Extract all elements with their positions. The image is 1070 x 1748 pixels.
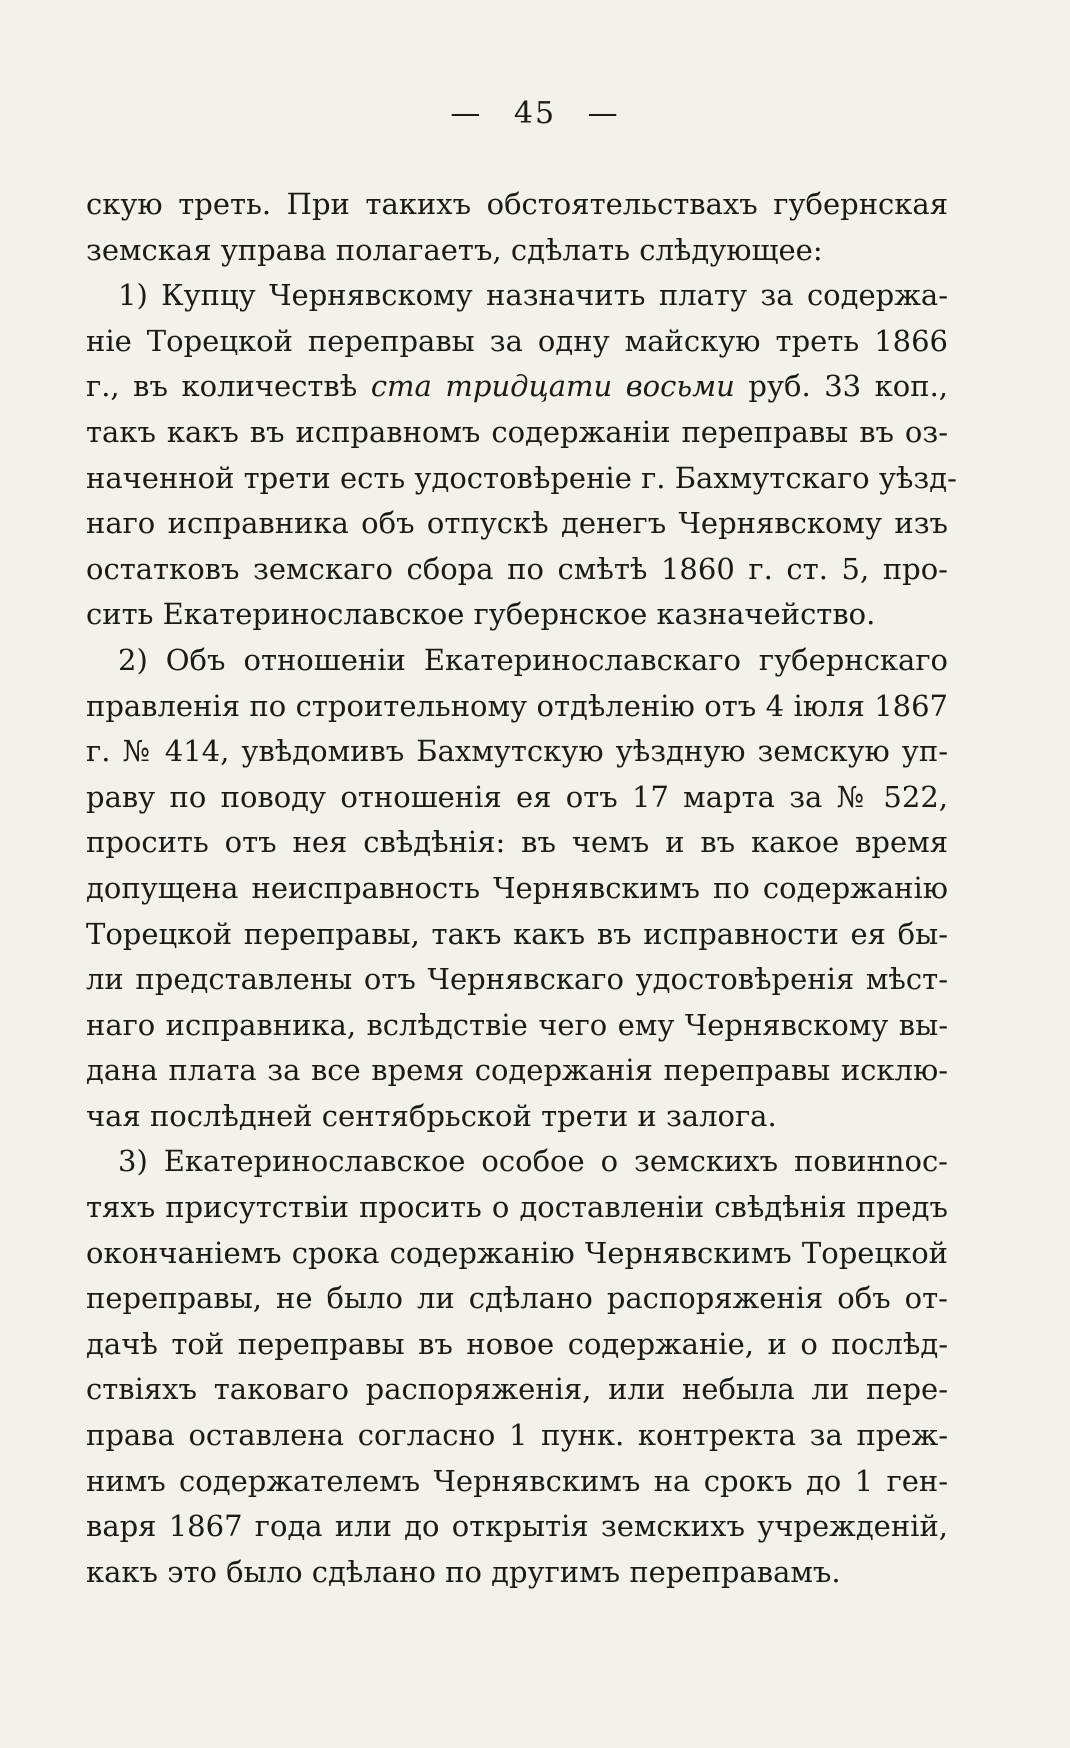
text-line: раву по поводу отношенія ея отъ 17 марта за № 522,: [86, 779, 948, 814]
italic-amount-words: стa тридцати восьми: [370, 369, 735, 404]
text-line: нимъ содержателемъ Чернявскимъ на срокъ до 1 ген-: [86, 1463, 948, 1498]
text-line: 1) Купцу Чернявскому назначить плату за содержа-: [118, 278, 948, 313]
text-line-with-italic: [86, 364, 948, 410]
page-number-dash-left: —: [450, 96, 483, 131]
text-line: земская управа полагаетъ, сдѣлать слѣдующее:: [86, 232, 823, 267]
text-line: 3) Екатеринославское особое о земскихъ повинnос-: [118, 1144, 948, 1179]
text-line: окончаніемъ срока содержанію Чернявскимъ Торецкой: [86, 1235, 948, 1270]
text-line: ли представлены отъ Чернявскаго удостовѣренія мѣст-: [86, 962, 948, 997]
text-line: дана плата за все время содержанія переправы исклю-: [86, 1053, 948, 1088]
text-line: ніе Торецкой переправы за одну майскую треть 1866: [86, 323, 948, 358]
page-number: 45: [513, 96, 557, 131]
page-number-header: [0, 96, 1070, 131]
text-line: остатковъ земскаго сбора по смѣтѣ 1860 г. ст. 5, про-: [86, 551, 948, 586]
text-line: сить Екатеринославское губернское казначейство.: [86, 597, 876, 632]
text-line: какъ это было сдѣлано по другимъ переправамъ.: [86, 1554, 841, 1589]
text-line: скую треть. При такихъ обстоятельствахъ губернская: [86, 187, 948, 221]
text-line: тяхъ присутствіи просить о доставленіи свѣдѣнія предъ: [86, 1190, 948, 1225]
text-line: наченной трети есть удостовѣреніе г. Бахмутскаго уѣзд-: [86, 460, 957, 495]
text-line: правленія по строительному отдѣленію отъ 4 іюля 1867: [86, 688, 948, 723]
text-line: такъ какъ въ исправномъ содержаніи переправы въ оз-: [86, 414, 948, 449]
text-line: варя 1867 года или до открытія земскихъ учрежденій,: [86, 1509, 948, 1544]
text-line: допущена неисправность Чернявскимъ по содержанію: [86, 870, 948, 905]
text-line: переправы, не было ли сдѣлано распоряженія объ от-: [86, 1281, 948, 1316]
text-line: 2) Объ отношеніи Екатеринославскаго губернскаго: [118, 642, 948, 677]
text-line: наго исправника, вслѣдствіе чего ему Чернявскому вы-: [86, 1007, 948, 1042]
body-text: [86, 182, 957, 1595]
page-number-dash-right: —: [587, 96, 620, 131]
text-line: ствіяхъ таковаго распоряженія, или небыла ли пере-: [86, 1372, 948, 1407]
text-line: просить отъ нея свѣдѣнія: въ чемъ и въ какое время: [86, 825, 948, 860]
text-segment: руб. 33 коп.,: [748, 369, 949, 404]
text-line: наго исправника объ отпускѣ денегъ Чернявскому изъ: [86, 506, 948, 541]
text-segment: г., въ количествѣ: [86, 369, 358, 404]
text-line: г. № 414, увѣдомивъ Бахмутскую уѣздную земскую уп-: [86, 734, 948, 769]
text-line: права оставлена согласно 1 пунк. контректа за преж-: [86, 1418, 948, 1453]
text-line: Торецкой переправы, такъ какъ въ исправности ея бы-: [86, 916, 948, 951]
text-line: чая послѣдней сентябрьской трети и залога.: [86, 1098, 777, 1133]
text-line: дачѣ той переправы въ новое содержаніе, и о послѣд-: [86, 1326, 948, 1361]
